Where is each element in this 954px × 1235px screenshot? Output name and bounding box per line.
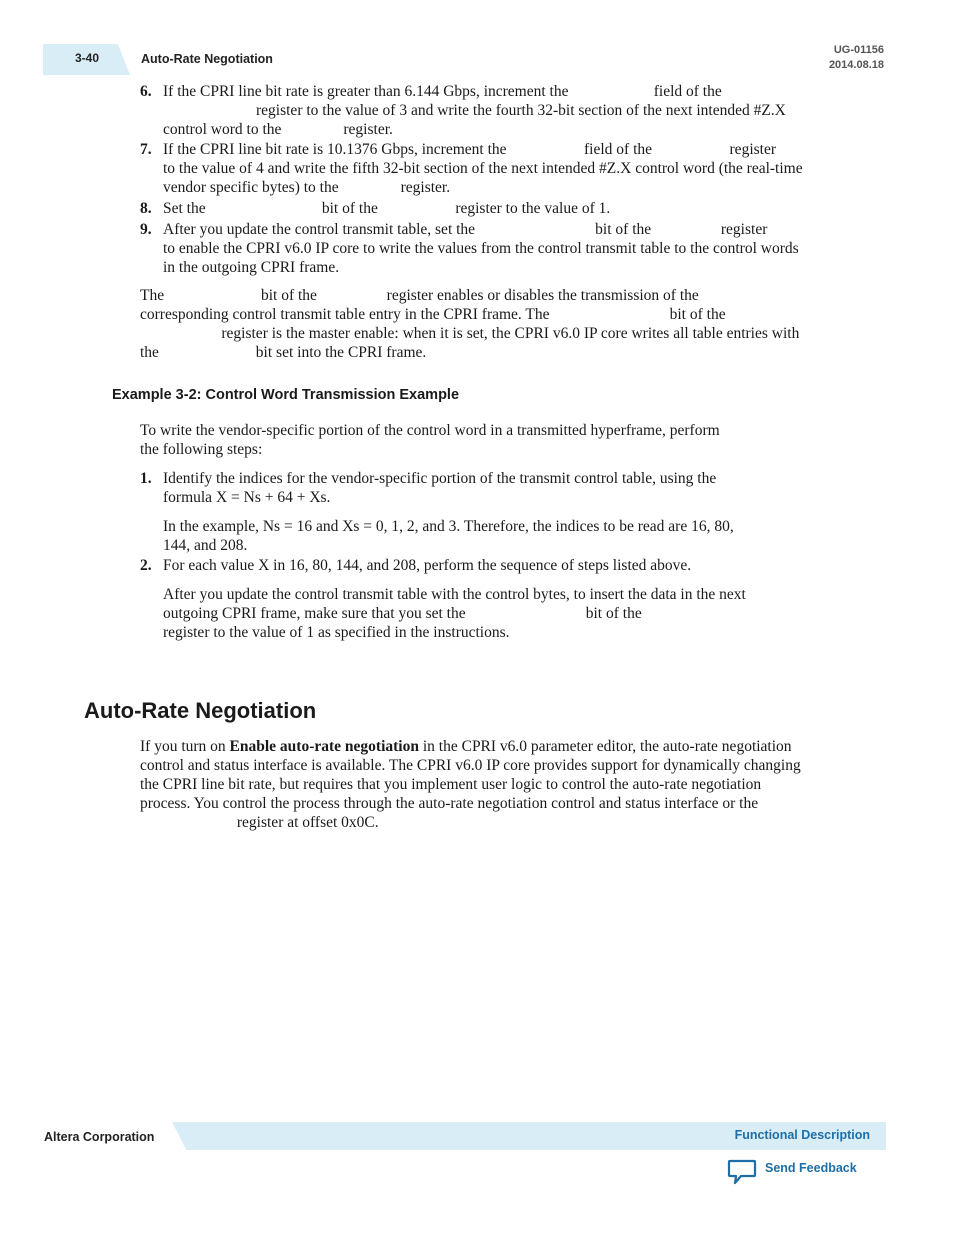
page-number: 3-40: [75, 51, 100, 65]
note-line: register to the value of 1 as specified in the instructions.: [163, 624, 510, 641]
step-line: Set the bit of the register to the value of 1.: [163, 200, 611, 217]
auto-rate-paragraph: [140, 737, 801, 832]
note-line: 144, and 208.: [163, 537, 248, 554]
example-step-1-note: [163, 517, 734, 555]
note-line: outgoing CPRI frame, make sure that you set the bit of the: [163, 605, 642, 622]
paragraph-line: The bit of the register enables or disables the transmission of the: [140, 287, 699, 304]
functional-description-link[interactable]: Functional Description: [734, 1128, 870, 1142]
step-line: to the value of 4 and write the fifth 32-bit section of the next intended #Z.X control word (the real-time: [163, 160, 803, 177]
paragraph-line: process. You control the process through the auto-rate negotiation control and status interface or the: [140, 795, 759, 812]
example-step-2-text: [163, 556, 691, 575]
step-line: in the outgoing CPRI frame.: [163, 259, 340, 276]
example-step-1-text: [163, 469, 716, 507]
step-line: After you update the control transmit table, set the bit of the register: [163, 221, 768, 238]
step-line: formula X = Ns + 64 + Xs.: [163, 489, 331, 506]
paragraph-line: register is the master enable: when it is set, the CPRI v6.0 IP core writes all table entries with: [140, 325, 800, 342]
document-date: 2014.08.18: [828, 59, 884, 71]
parameter-name: Enable auto-rate negotiation: [229, 738, 419, 755]
paragraph-line: the bit set into the CPRI frame.: [140, 344, 427, 361]
section-heading: Auto-Rate Negotiation: [84, 698, 317, 723]
step-number: 8.: [140, 200, 152, 217]
send-feedback-link[interactable]: Send Feedback: [765, 1161, 857, 1175]
paragraph-line: To write the vendor-specific portion of the control word in a transmitted hyperframe, perform: [140, 422, 720, 439]
example-title: Example 3-2: Control Word Transmission Example: [112, 387, 460, 403]
note-line: In the example, Ns = 16 and Xs = 0, 1, 2, and 3. Therefore, the indices to be read are 16, 80,: [163, 518, 734, 535]
paragraph-line: corresponding control transmit table entry in the CPRI frame. The bit of the: [140, 306, 726, 323]
step-number: 6.: [140, 83, 152, 100]
example-step-2-note: [163, 585, 746, 642]
enable-bit-paragraph: [140, 286, 799, 362]
paragraph-line: the CPRI line bit rate, but requires that you implement user logic to control the auto-rate negotiation: [140, 776, 762, 793]
step-9-text: [163, 220, 799, 277]
document-info: [829, 43, 884, 73]
step-line: If the CPRI line bit rate is greater than 6.144 Gbps, increment the field of the: [163, 83, 722, 100]
step-8-text: [163, 199, 610, 218]
step-6-text: [163, 82, 786, 139]
step-line: If the CPRI line bit rate is 10.1376 Gbps, increment the field of the register: [163, 141, 776, 158]
document-id: UG-01156: [833, 44, 884, 56]
paragraph-line: register at offset 0x0C.: [140, 814, 379, 831]
paragraph-text: If you turn on: [140, 738, 230, 755]
step-number: 1.: [140, 470, 152, 487]
paragraph-text: in the CPRI v6.0 parameter editor, the auto-rate negotiation: [418, 738, 792, 755]
step-line: to enable the CPRI v6.0 IP core to write the values from the control transmit table to the control words: [163, 240, 799, 257]
speech-bubble-icon[interactable]: [727, 1158, 757, 1186]
step-line: vendor specific bytes) to the register.: [163, 179, 451, 196]
step-number: 9.: [140, 221, 152, 238]
step-line: For each value X in 16, 80, 144, and 208, perform the sequence of steps listed above.: [163, 557, 692, 574]
step-7-text: [163, 140, 803, 197]
paragraph-line: the following steps:: [140, 441, 263, 458]
running-section-title: Auto-Rate Negotiation: [141, 52, 273, 66]
step-number: 7.: [140, 141, 152, 158]
paragraph-line: control and status interface is available. The CPRI v6.0 IP core provides support for dynamically changing: [140, 757, 801, 774]
step-number: 2.: [140, 557, 152, 574]
step-line: control word to the register.: [163, 121, 393, 138]
footer-company: Altera Corporation: [44, 1130, 155, 1144]
note-line: After you update the control transmit table with the control bytes, to insert the data in the next: [163, 586, 746, 603]
step-line: Identify the indices for the vendor-specific portion of the transmit control table, using the: [163, 470, 717, 487]
example-intro: [140, 421, 720, 459]
step-line: register to the value of 3 and write the fourth 32-bit section of the next intended #Z.X: [163, 102, 786, 119]
